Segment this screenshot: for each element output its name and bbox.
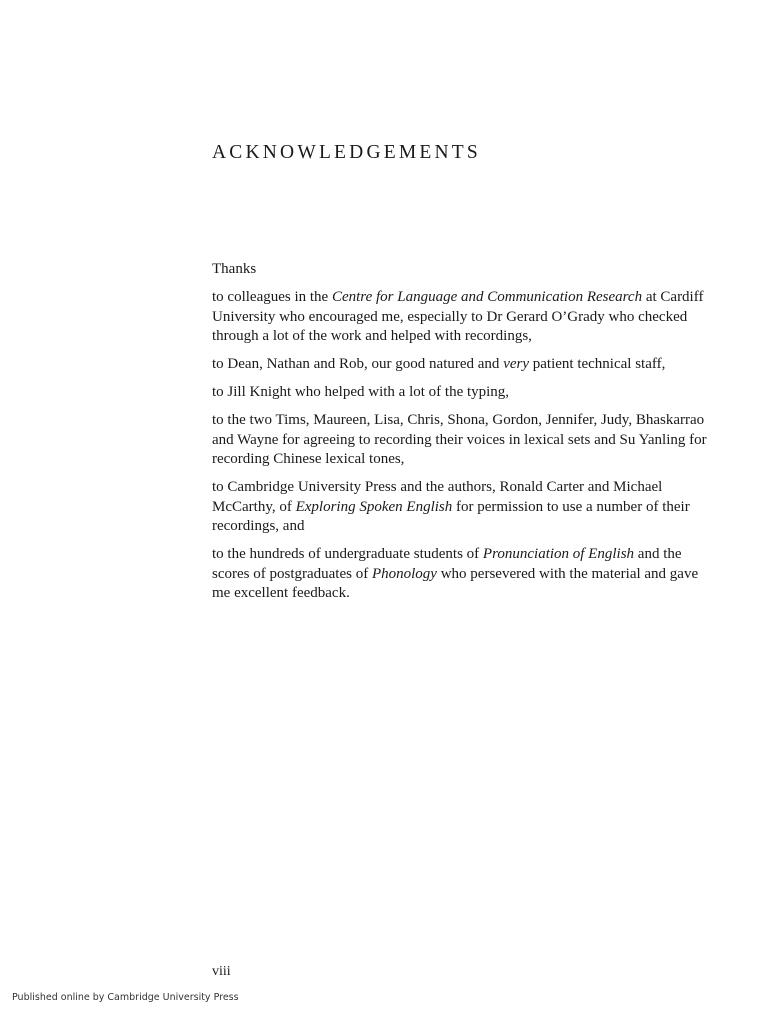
paragraph-voices: to the two Tims, Maureen, Lisa, Chris, Shona, Gordon, Jennifer, Judy, Bhaskarrao and Wayne for agreeing to recording their voices in lexical sets and Su Yanling for recording Chinese lexical tones,	[212, 412, 707, 467]
text-segment: for permission to use a number of their recordings, and	[212, 498, 690, 534]
text-segment: to colleagues in the	[212, 289, 332, 305]
paragraph-colleagues	[212, 288, 712, 347]
paragraph-press	[212, 478, 712, 537]
course-title: Pronunciation of English	[482, 546, 635, 562]
text-segment: and the scores of postgraduates of	[212, 546, 682, 582]
intro-paragraph: Thanks	[212, 261, 257, 277]
page-number: viii	[212, 964, 231, 979]
paragraph-typing: to Jill Knight who helped with a lot of the typing,	[212, 384, 510, 400]
publisher-footer: Published online by Cambridge University Press	[12, 992, 239, 1003]
text-segment: to Cambridge University Press and the authors, Ronald Carter and Michael McCarthy, of	[212, 479, 663, 515]
text-segment: who persevered with the material and gave me excellent feedback.	[212, 565, 699, 601]
page-title: ACKNOWLEDGEMENTS	[212, 142, 481, 163]
text-segment: to the hundreds of undergraduate students of	[212, 546, 483, 562]
course-title: Phonology	[371, 565, 437, 582]
text-segment: patient technical staff,	[529, 356, 666, 372]
paragraph-technical-staff	[212, 355, 712, 375]
paragraph-students	[212, 545, 712, 604]
emphasis: very	[503, 356, 529, 372]
text-segment: at Cardiff University who encouraged me, especially to Dr Gerard O’Grady who checked through a lot of the work and helped with recordings,	[212, 289, 704, 344]
text-segment: to Dean, Nathan and Rob, our good natured and	[212, 356, 504, 372]
book-title: Exploring Spoken English	[295, 498, 453, 515]
institution-name: Centre for Language and Communication Research	[331, 289, 643, 305]
acknowledgements-body	[212, 260, 712, 612]
